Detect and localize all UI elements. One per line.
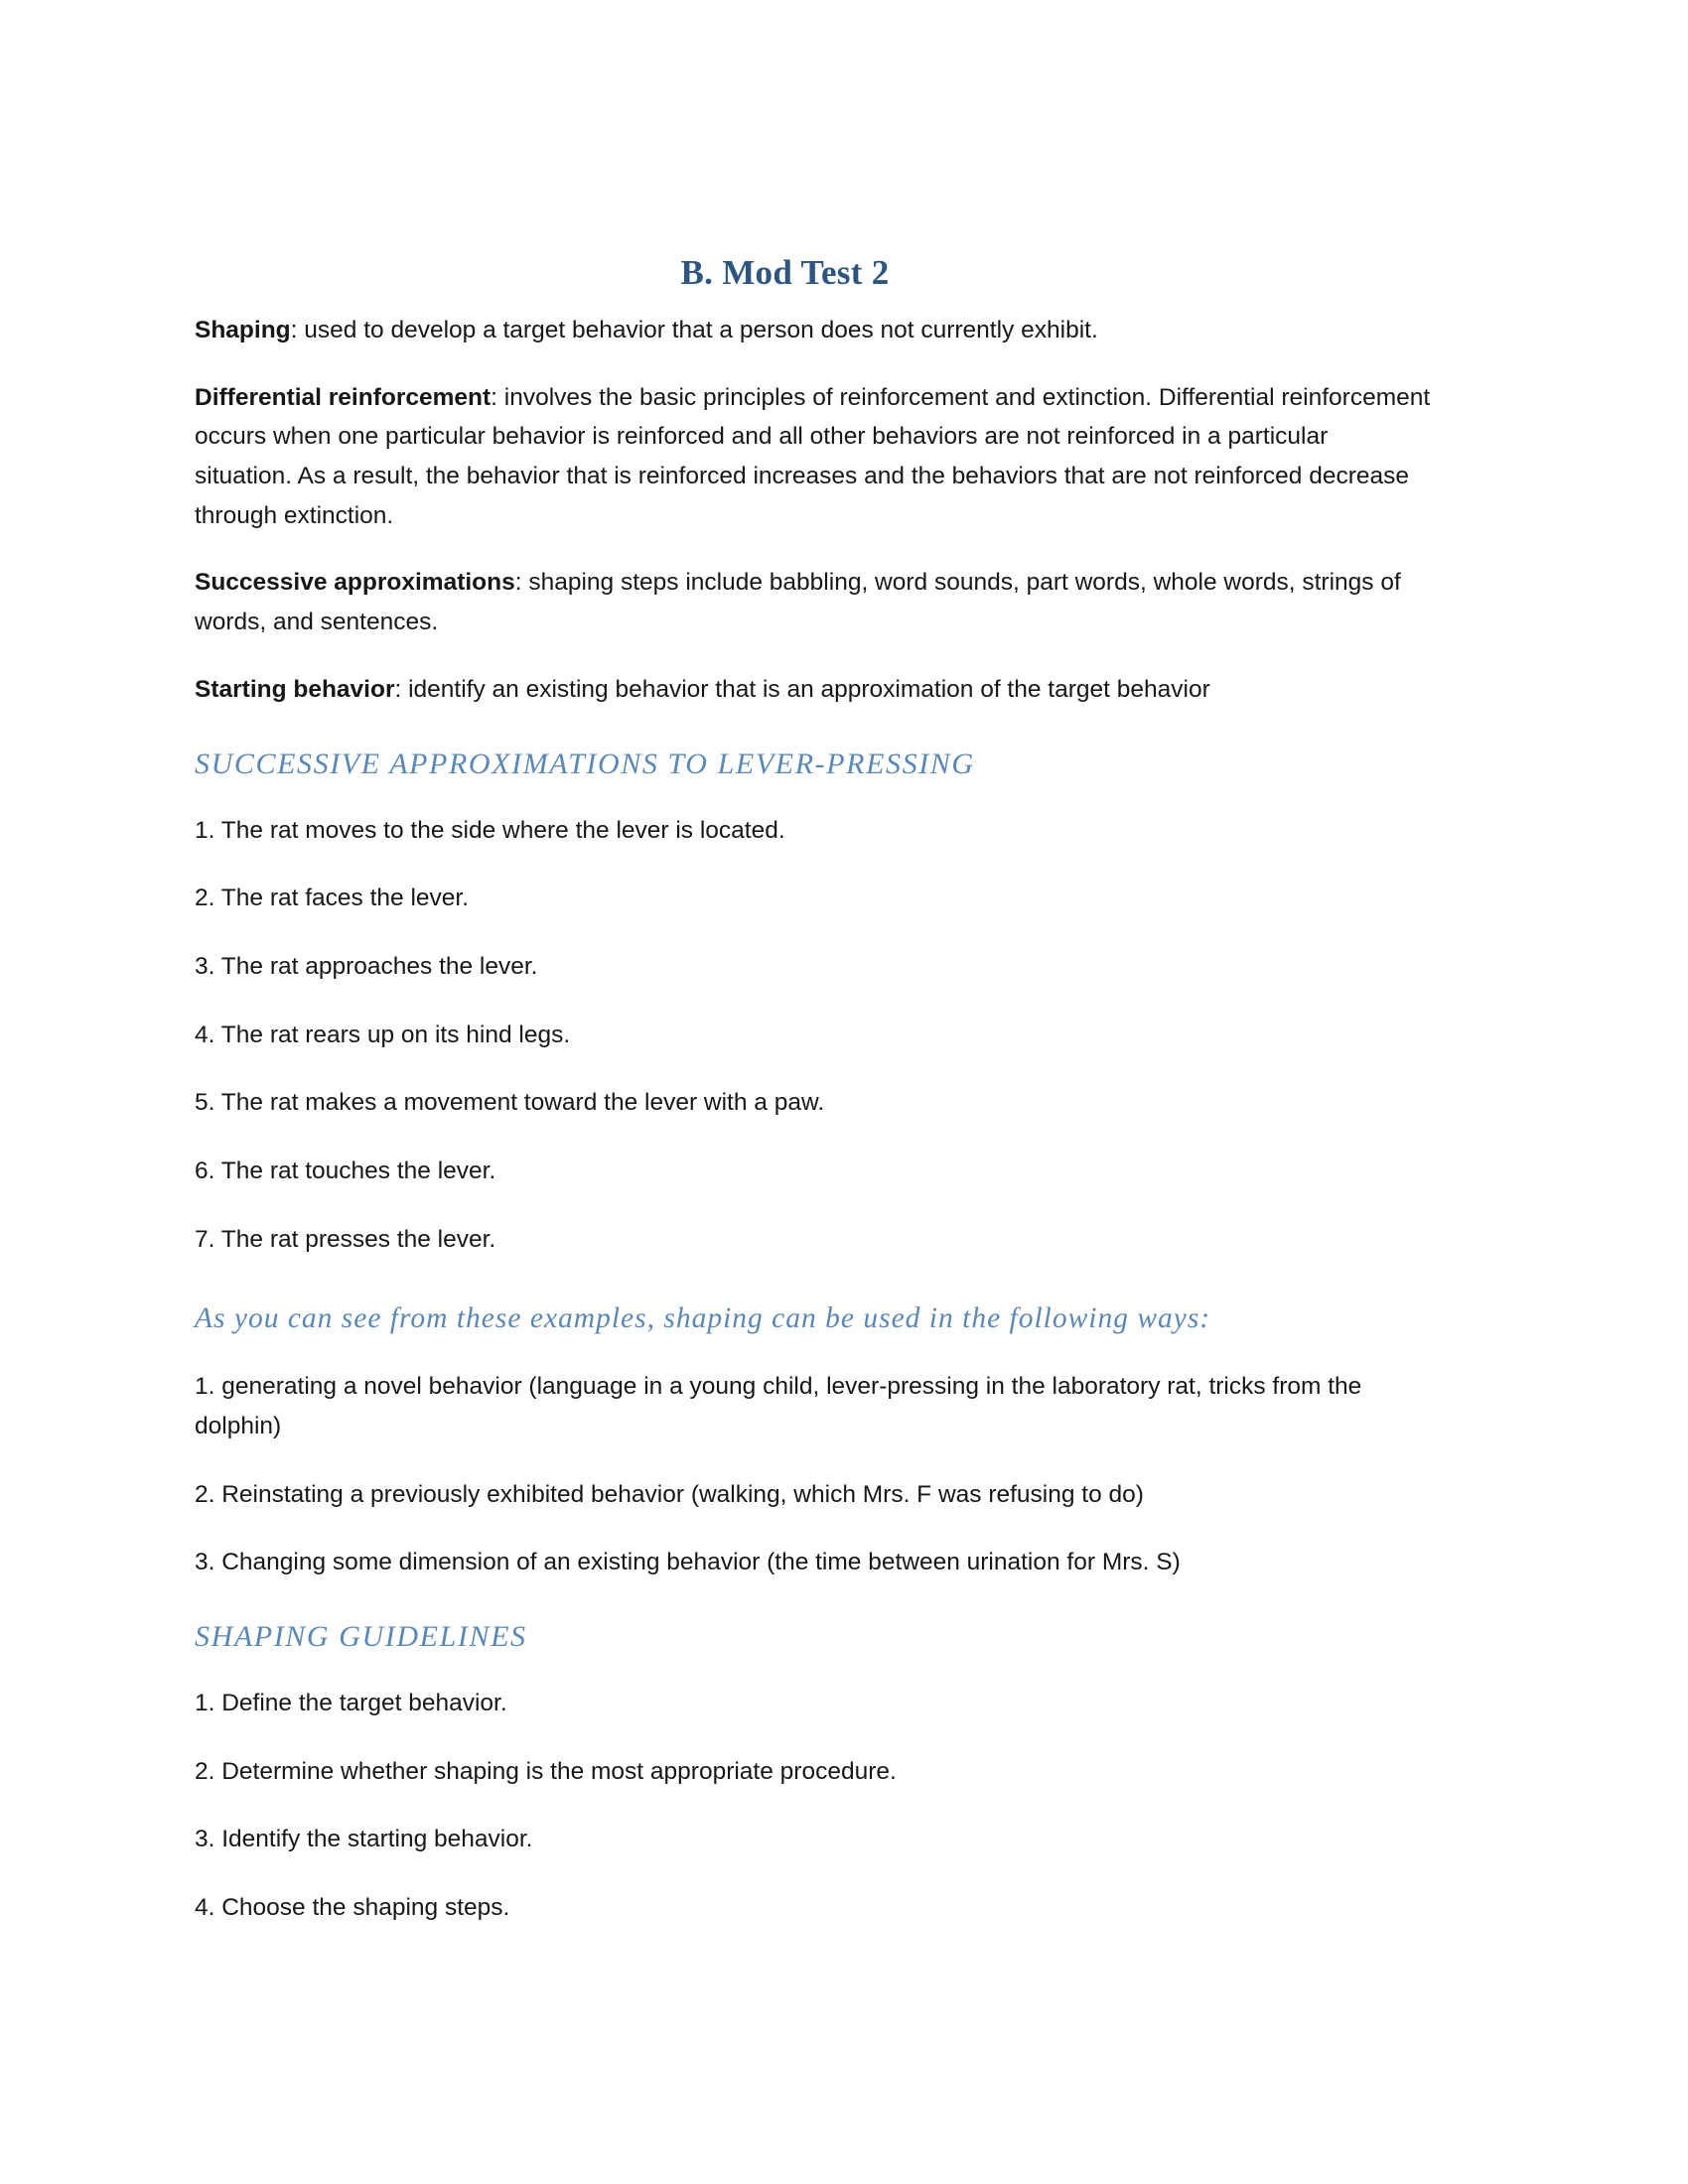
- definition-term: Successive approximations: [195, 569, 515, 597]
- definition-paragraph: [195, 670, 1431, 710]
- list-item: 1. generating a novel behavior (language in a young child, lever-pressing in the laboratory rat, tricks from the dolphin): [195, 1373, 1362, 1439]
- list-item: 4. Choose the shaping steps.: [195, 1894, 510, 1922]
- definition-text: used to develop a target behavior that a person does not currently exhibit.: [304, 317, 1098, 343]
- page-title: B. Mod Test 2: [680, 253, 890, 292]
- list-item: 3. The rat approaches the lever.: [195, 952, 538, 980]
- list-item: 1. The rat moves to the side where the lever is located.: [195, 816, 785, 844]
- list-item: 3. Changing some dimension of an existing behavior (the time between urination for Mrs. S): [195, 1549, 1181, 1576]
- list-item: 1. Define the target behavior.: [195, 1690, 507, 1717]
- list-item: 2. The rat faces the lever.: [195, 885, 470, 912]
- definition-separator: :: [394, 675, 409, 703]
- definition-paragraph: [195, 311, 1431, 350]
- list-item: 7. The rat presses the lever.: [195, 1225, 496, 1253]
- list-item: 3. Identify the starting behavior.: [195, 1826, 533, 1853]
- definition-term: Shaping: [195, 317, 291, 343]
- definition-separator: :: [290, 317, 305, 343]
- definition-text: identify an existing behavior that is an approximation of the target behavior: [408, 675, 1210, 703]
- definition-paragraph: [195, 563, 1431, 641]
- section-heading-shaping-uses: As you can see from these examples, shaping can be used in the following ways:: [195, 1302, 1211, 1335]
- list-item: 5. The rat makes a movement toward the lever with a paw.: [195, 1089, 825, 1117]
- definition-paragraph: [195, 378, 1431, 536]
- definition-text: shaping steps include babbling, word sounds, part words, whole words, strings of words, and sentences.: [195, 569, 1401, 636]
- list-item: 2. Reinstating a previously exhibited behavior (walking, which Mrs. F was refusing to do): [195, 1480, 1144, 1508]
- section-heading-successive-approximations: SUCCESSIVE APPROXIMATIONS TO LEVER-PRESSING: [195, 747, 975, 780]
- definition-term: Differential reinforcement: [195, 383, 492, 411]
- definition-separator: :: [491, 383, 504, 411]
- list-item: 4. The rat rears up on its hind legs.: [195, 1021, 571, 1048]
- list-item: 2. Determine whether shaping is the most appropriate procedure.: [195, 1757, 897, 1785]
- list-item: 6. The rat touches the lever.: [195, 1157, 496, 1184]
- definition-term: Starting behavior: [195, 675, 395, 703]
- definition-separator: :: [514, 569, 529, 597]
- section-heading-shaping-guidelines: SHAPING GUIDELINES: [195, 1620, 527, 1654]
- definition-text: involves the basic principles of reinforcement and extinction. Differential reinforcement occurs when one particular behavior is reinforced and all other behaviors are not reinforced in a particular situation. As a result, the behavior that is reinforced increases and the behaviors that are not reinforced decrease through extinction.: [195, 383, 1431, 529]
